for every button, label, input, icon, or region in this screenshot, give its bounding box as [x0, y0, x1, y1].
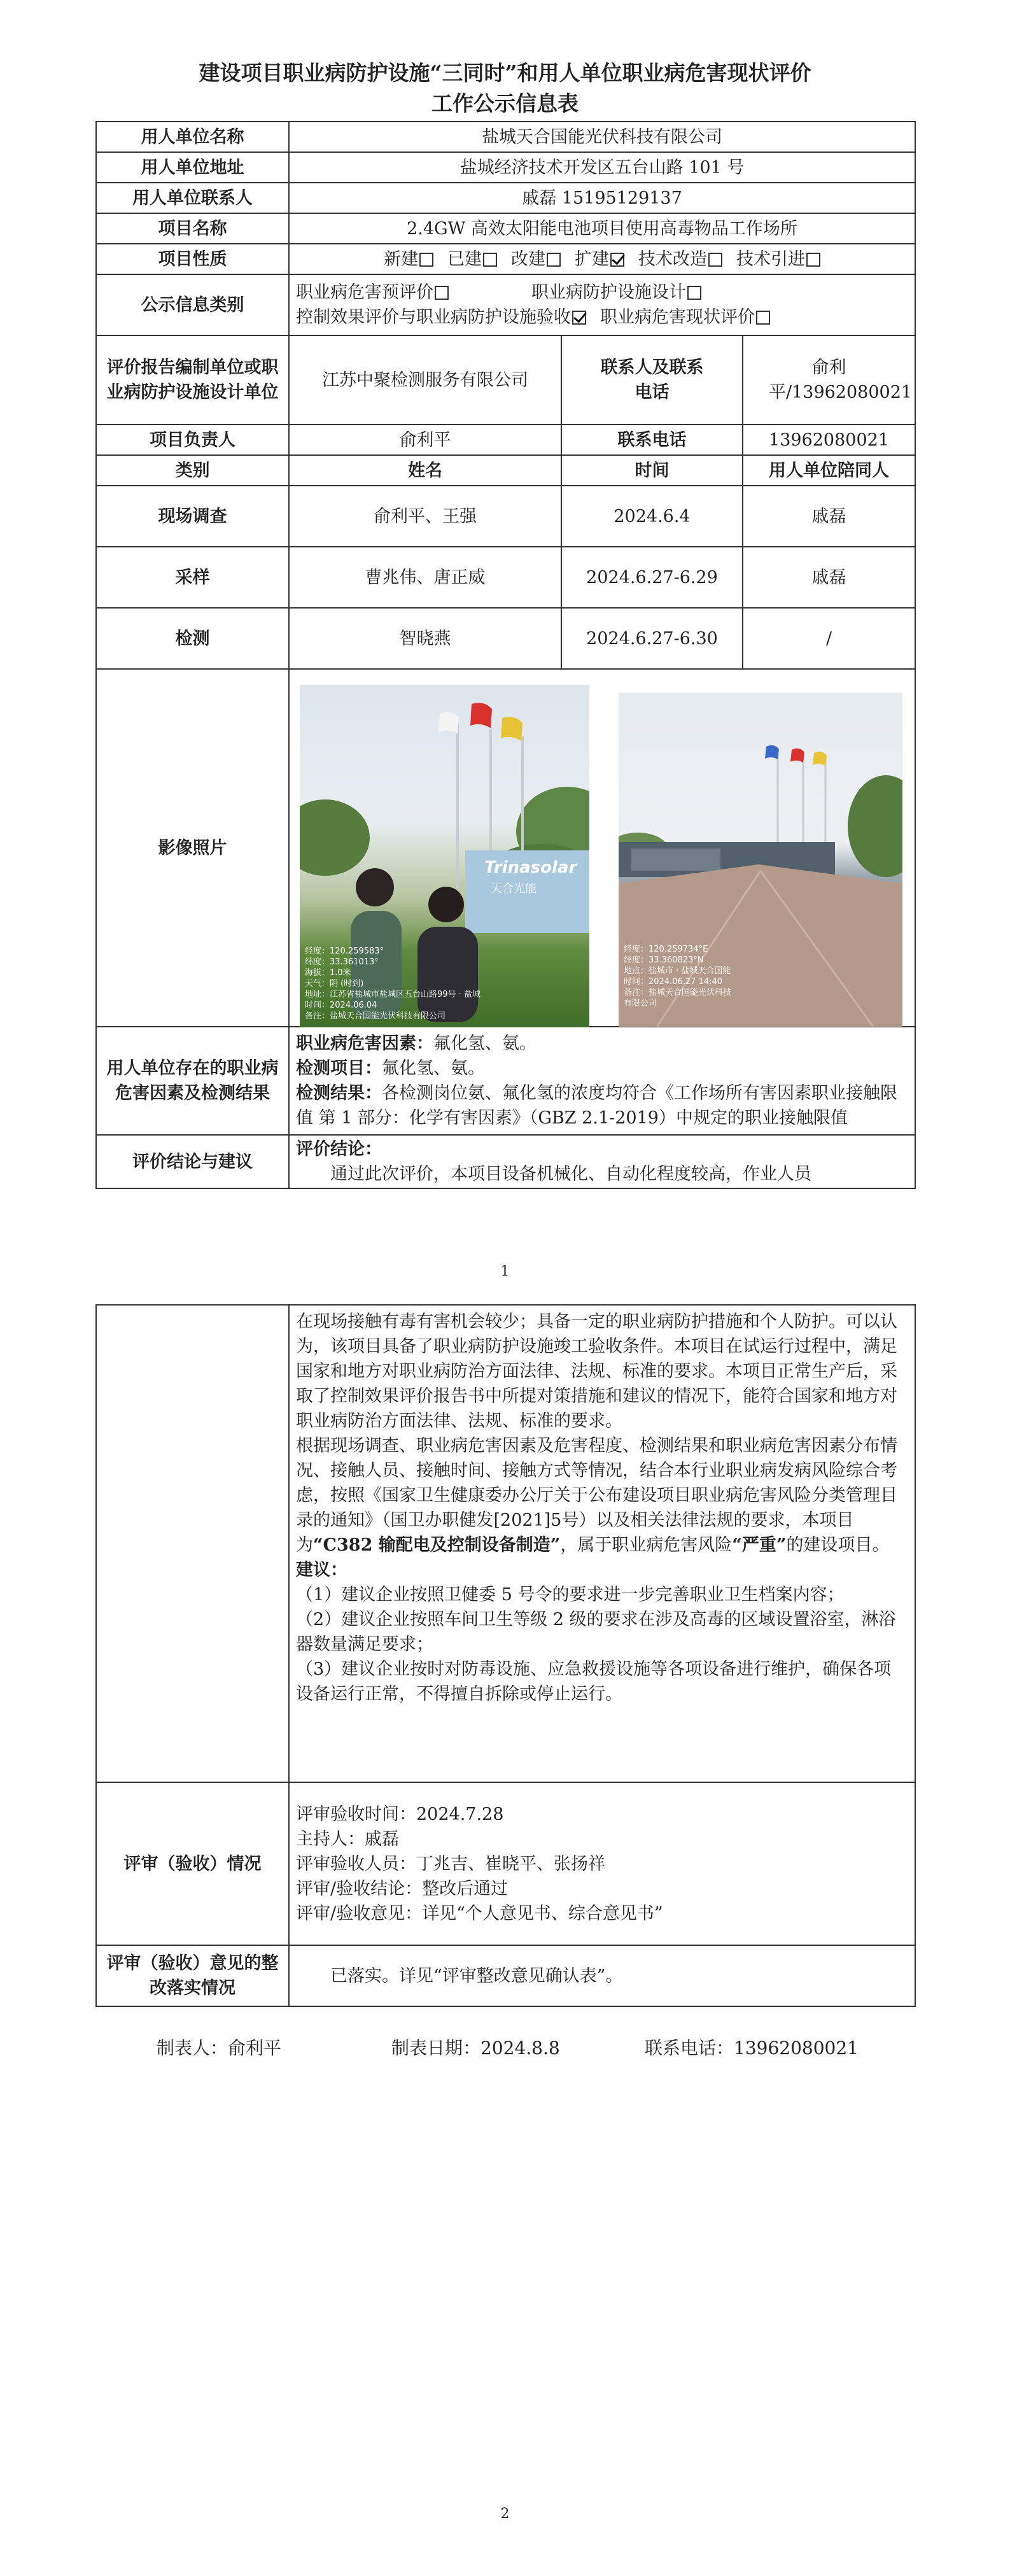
suggestions-heading: 建议：	[296, 1560, 347, 1580]
checkbox-icon	[687, 286, 701, 300]
review-label: 评审（验收）情况	[96, 1782, 289, 1945]
document-title-line2: 工作公示信息表	[431, 91, 579, 116]
report-contact-label: 联系人及联系电话	[561, 335, 743, 425]
hazards-items-label: 检测项目：	[296, 1059, 382, 1078]
activity-type: 采样	[96, 547, 289, 608]
nature-option-tech-import[interactable]: 技术引进	[736, 250, 820, 269]
checkbox-icon	[708, 253, 722, 267]
checkbox-icon	[435, 286, 449, 300]
review-line: 主持人：戚磊	[296, 1829, 399, 1849]
checkbox-icon	[483, 253, 497, 267]
activity-name: 曹兆伟、唐正威	[289, 547, 561, 608]
project-nature-label: 项目性质	[96, 244, 289, 274]
info-table-page1	[95, 121, 916, 1189]
project-lead-label: 项目负责人	[96, 425, 289, 455]
activity-time: 2024.6.27-6.30	[561, 608, 743, 669]
table-row	[96, 486, 915, 547]
site-photo-1	[300, 685, 589, 1027]
rectification-label: 评审（验收）意见的整改落实情况	[96, 1945, 289, 2006]
checkbox-checked-icon	[572, 311, 586, 325]
hazards-factors-value: 氟化氢、氨。	[433, 1034, 537, 1053]
conclusion-label: 评价结论与建议	[96, 1135, 289, 1188]
photo1-sign-cn: 天合光能	[491, 882, 537, 896]
lead-phone-value: 13962080021	[743, 425, 915, 455]
report-unit-value: 江苏中聚检测服务有限公司	[289, 335, 561, 425]
info-table-page2	[95, 1304, 916, 2007]
activity-name: 俞利平、王强	[289, 486, 561, 547]
checkbox-icon	[419, 253, 433, 267]
hazards-items-value: 氟化氢、氨。	[382, 1059, 485, 1078]
hazards-value	[289, 1027, 915, 1135]
site-photo-2	[619, 693, 902, 1027]
employer-address-value: 盐城经济技术开发区五台山路 101 号	[289, 152, 915, 183]
activity-type: 检测	[96, 608, 289, 669]
nature-option-tech-upgrade[interactable]: 技术改造	[638, 250, 736, 269]
project-name-value: 2.4GW 高效太阳能电池项目使用高毒物品工作场所	[289, 213, 915, 244]
suggestion-item: （3）建议企业按时对防毒设施、应急救援设施等各项设备进行维护，确保各项设备运行正常，不得擅自拆除或停止运行。	[296, 1659, 892, 1704]
table-row	[96, 547, 915, 608]
table-row	[96, 608, 915, 669]
document-title-line1: 建设项目职业病防护设施“三同时”和用人单位职业病危害现状评价	[199, 60, 811, 85]
conclusion-heading: 评价结论：	[296, 1139, 382, 1159]
employer-contact-label: 用人单位联系人	[96, 183, 289, 213]
employer-contact-value: 戚磊 15195129137	[289, 183, 915, 213]
conclusion-p2: 根据现场调查、职业病危害因素及危害程度、检测结果和职业病危害因素分布情况、接触人员、接触时间、接触方式等情况，结合本行业职业病发病风险综合考虑，按照《国家卫生健康委办公厅关于公布建设项目职业病危害风险分类管理目录的通知》（国卫办职健发[2021]5号）以及相关法律法规的要求，本项目为“C382 输配电及控制设备制造”，属于职业病危害风险“严重”的建设项目。	[296, 1436, 897, 1555]
conclusion-value-page2	[289, 1305, 915, 1782]
page-number-2: 2	[500, 2506, 510, 2522]
checkbox-checked-icon	[610, 253, 624, 267]
activity-type: 现场调查	[96, 486, 289, 547]
disclosure-option-control-acceptance[interactable]: 控制效果评价与职业病防护设施验收	[296, 307, 600, 327]
nature-option-new[interactable]: 新建	[384, 250, 447, 269]
activity-time: 2024.6.27-6.29	[561, 547, 743, 608]
report-contact-value: 俞利平/13962080021	[743, 335, 915, 425]
photo1-watermark: 经度：120.259583° 纬度：33.361013° 海拔：1.0米 天气：阴 (时到) 地址：江苏省盐城市盐城区五台山路99号 · 盐城 时间：2024.06.04 备注：盐城天合国能光伏科技有限公司	[305, 947, 480, 1021]
conclusion-label-continued	[96, 1305, 289, 1782]
hazards-result-value: 各检测岗位氨、氟化氢的浓度均符合《工作场所有害因素职业接触限值 第 1 部分：化学有害因素》（GBZ 2.1-2019）中规定的职业接触限值	[296, 1083, 897, 1128]
disclosure-type-options	[289, 274, 915, 335]
report-unit-label: 评价报告编制单位或职业病防护设施设计单位	[96, 335, 289, 425]
checkbox-icon	[756, 311, 770, 325]
employer-address-label: 用人单位地址	[96, 152, 289, 183]
photo1-sign-brand: Trinasolar	[484, 858, 577, 877]
nature-option-built[interactable]: 已建	[447, 250, 511, 269]
photo2-watermark: 经度：120.259734°E 纬度：33.360823°N 地点：盐城市 · 盐城天合国能 时间：2024.06.27 14:40 备注：盐城天合国能光伏科技 有限公司	[624, 945, 732, 1008]
project-name-label: 项目名称	[96, 213, 289, 244]
lead-phone-label: 联系电话	[561, 425, 743, 455]
disclosure-option-design[interactable]: 职业病防护设施设计	[531, 283, 715, 302]
checkbox-icon	[806, 253, 820, 267]
activity-accompany: /	[743, 608, 915, 669]
project-nature-options	[289, 244, 915, 274]
rectification-value: 已落实。详见“评审整改意见确认表”。	[289, 1945, 915, 2006]
footer-phone: 联系电话：13962080021	[645, 2038, 859, 2059]
employer-name-value: 盐城天合国能光伏科技有限公司	[289, 122, 915, 152]
disclosure-type-label: 公示信息类别	[96, 274, 289, 335]
page-number-1: 1	[500, 1263, 510, 1279]
suggestion-item: （1）建议企业按照卫健委 5 号令的要求进一步完善职业卫生档案内容；	[296, 1585, 845, 1605]
footer-maker: 制表人：俞利平	[157, 2038, 282, 2059]
activity-header-accompany: 用人单位陪同人	[743, 455, 915, 486]
hazards-label: 用人单位存在的职业病危害因素及检测结果	[96, 1027, 289, 1135]
nature-option-expand[interactable]: 扩建	[575, 250, 638, 269]
nature-option-rebuild[interactable]: 改建	[511, 250, 575, 269]
activity-accompany: 戚磊	[743, 547, 915, 608]
conclusion-p1-cont: 在现场接触有毒有害机会较少；具备一定的职业病防护措施和个人防护。可以认为，该项目具备了职业病防护设施竣工验收条件。本项目在试运行过程中，满足国家和地方对职业病防治方面法律、法规、标准的要求。本项目正常生产后，采取了控制效果评价报告书中所提对策措施和建议的情况下，能符合国家和地方对职业病防治方面法律、法规、标准的要求。	[296, 1312, 897, 1431]
photos-label: 影像照片	[96, 669, 289, 1027]
review-line: 评审验收时间：2024.7.28	[296, 1804, 504, 1824]
conclusion-value-page1	[289, 1135, 915, 1188]
activity-header-type: 类别	[96, 455, 289, 486]
project-lead-value: 俞利平	[289, 425, 561, 455]
disclosure-option-status-eval[interactable]: 职业病危害现状评价	[600, 307, 784, 327]
conclusion-p1-start: 通过此次评价，本项目设备机械化、自动化程度较高，作业人员	[330, 1164, 811, 1184]
review-value	[289, 1782, 915, 1945]
review-line: 评审验收人员：丁兆吉、崔晓平、张扬祥	[296, 1854, 605, 1874]
activity-time: 2024.6.4	[561, 486, 743, 547]
activity-accompany: 戚磊	[743, 486, 915, 547]
review-line: 评审/验收结论：整改后通过	[296, 1878, 509, 1899]
activity-header-time: 时间	[561, 455, 743, 486]
suggestion-item: （2）建议企业按照车间卫生等级 2 级的要求在涉及高毒的区域设置浴室，淋浴器数量满足要求；	[296, 1610, 896, 1654]
employer-name-label: 用人单位名称	[96, 122, 289, 152]
hazards-result-label: 检测结果：	[296, 1083, 382, 1103]
activity-name: 智晓燕	[289, 608, 561, 669]
disclosure-option-pre-eval[interactable]: 职业病危害预评价	[296, 280, 531, 305]
footer-date: 制表日期：2024.8.8	[391, 2038, 560, 2059]
activity-header-name: 姓名	[289, 455, 561, 486]
review-line: 评审/验收意见：详见“个人意见书、综合意见书”	[296, 1903, 663, 1924]
checkbox-icon	[547, 253, 561, 267]
hazards-factors-label: 职业病危害因素：	[296, 1034, 433, 1053]
